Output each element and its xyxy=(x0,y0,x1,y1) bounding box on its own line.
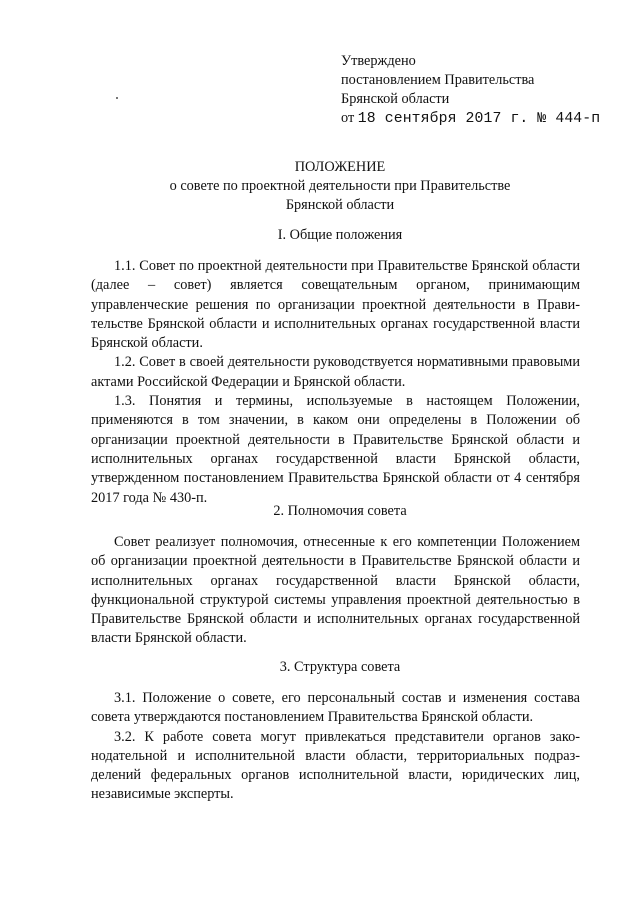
paragraph-3-2: 3.2. К работе совета могут привлекаться представители органов законодательной и исполнительной власти области, территориальных подразделений федеральных органов исполнительной власти, юридических лиц, независимые эксперты. xyxy=(91,728,580,803)
section-heading-structure: 3. Структура совета xyxy=(279,659,401,675)
section-heading-powers: 2. Полномочия совета xyxy=(273,503,407,519)
paragraph-1-3: 1.3. Понятия и термины, используемые в настоящем Положении, применяются в том значении, в каком они определены в Положении об организации проектной деятельности в Правительстве Брянской области и исполнительных органах государственной власти Брянской области, утвержденном постановлением Правительства Брянской области от 4 сентября 2017 года № 430-п. xyxy=(91,393,580,506)
paragraph-3-1: 3.1. Положение о совете, его персональный состав и изменения состава совета утверждаются постановлением Правительства Брянской области. xyxy=(91,690,580,726)
approval-line-date xyxy=(341,109,600,129)
paragraph-2-1: Совет реализует полномочия, отнесенные к его компетенции Положением об организации проектной деятельности в Правительстве Брянской области и исполнительных органах государственной власти Брянской области, функциональной структурой системы управления проектной деятельностью в Правительстве Брянской области и исполнительных органах государственной власти Брянской области. xyxy=(91,534,580,647)
section-body-structure xyxy=(91,689,580,805)
document-subtitle-line-1: о совете по проектной деятельности при Правительстве xyxy=(169,178,511,194)
section-body-general xyxy=(91,257,580,508)
approval-line-region: Брянской области xyxy=(341,91,450,107)
document-title-block xyxy=(60,158,620,215)
section-body-powers xyxy=(91,533,580,649)
document-subtitle-line-2: Брянской области xyxy=(285,197,395,213)
paragraph-1-1: 1.1. Совет по проектной деятельности при Правительстве Брянской области (далее – совет) является совещательным органом, принимающим управленческие решения по организации проектной деятельности в Правительстве Брянской области и исполнительных органах государственной власти Брянской области. xyxy=(91,258,580,352)
document-title: ПОЛОЖЕНИЕ xyxy=(294,159,386,175)
section-heading-general: I. Общие положения xyxy=(277,227,403,243)
scan-speck xyxy=(116,97,118,99)
approval-line-approved: Утверждено xyxy=(341,53,416,69)
approval-line-resolution: постановлением Правительства xyxy=(341,72,535,88)
approval-date-prefix: от xyxy=(341,110,355,126)
approval-block xyxy=(341,52,600,129)
approval-date-stamp: 18 сентября 2017 г. № 444-п xyxy=(357,111,601,127)
paragraph-1-2: 1.2. Совет в своей деятельности руководствуется нормативными правовыми актами Российской Федерации и Брянской области. xyxy=(91,354,580,390)
